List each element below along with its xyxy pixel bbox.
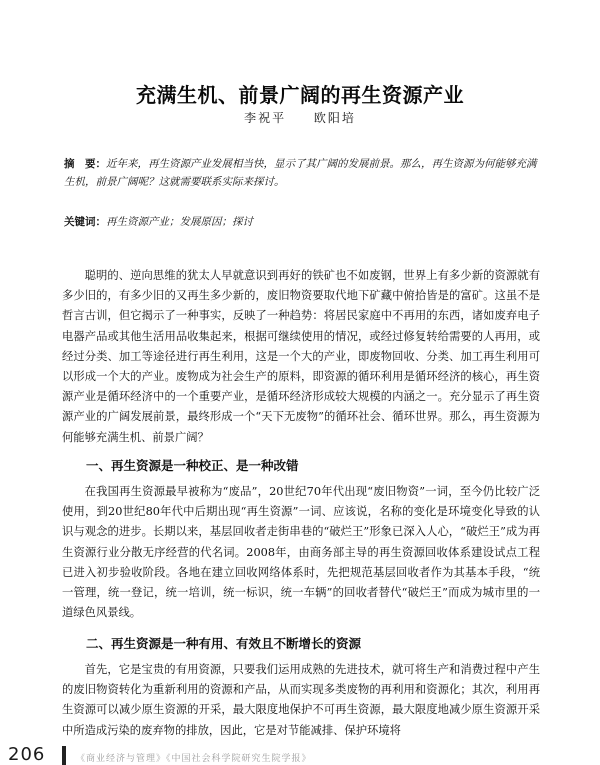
keywords-label: 关键词： (64, 216, 106, 228)
abstract-text: 近年来，再生资源产业发展相当快，显示了其广阔的发展前景。那么，再生资源为何能够充满生机，前景广阔呢？这就需要联系实际来探讨。 (64, 158, 537, 188)
page-number: 206 (8, 744, 46, 765)
section-2-paragraph: 首先，它是宝贵的有用资源，只要我们运用成熟的先进技术，就可将生产和消费过程中产生的废旧物资转化为重新利用的资源和产品，从而实现多类废物的再利用和资源化；其次，利用再生资源可以减少原生资源的开采，最大限度地保护不可再生资源，最大限度地减少原生资源开采中所造成污染的废弃物的排放，因此，它是对节能减排、保护环境将 (62, 663, 540, 737)
article-title: 充满生机、前景广阔的再生资源产业 (136, 83, 464, 108)
footer-running-text: 《商业经济与管理》《中国社会科学院研究生院学报》 (76, 754, 312, 764)
intro-paragraph: 聪明的、逆向思维的犹太人早就意识到再好的铁矿也不如废钢，世界上有多少新的资源就有多少旧的，有多少旧的又再生多少新的，废旧物资要取代地下矿藏中俯拾皆是的富矿。这虽不是哲言古训，但它揭示了一种事实，反映了一种趋势：将居民家庭中不再用的东西，诸如废弃电子电器产品或其他生活用品收集起来，根据可继续使用的情况，或经过修复转给需要的人再用，或经过分类、加工等途径进行再生利用，这是一个大的产业，即废物回收、分类、加工再生利用可以形成一个大的产业。废物成为社会生产的原料，即资源的循环利用是循环经济的核心，再生资源产业是循环经济中的一个重要产业，是循环经济形成较大规模的内涵之一。充分显示了再生资源产业的广阔发展前景，最终形成一个“天下无废物”的循环社会、循环世界。那么，再生资源为何能够充满生机、前景广阔？ (62, 269, 540, 444)
author-2: 欧阳培 (313, 111, 356, 125)
abstract-label: 摘 要： (64, 158, 106, 170)
section-heading-1: 一、再生资源是一种校正、是一种改错 (86, 458, 299, 473)
keywords-text: 再生资源产业；发展原因；探讨 (106, 216, 253, 228)
article-authors (0, 109, 600, 126)
abstract (64, 155, 538, 191)
footer-divider-bar (62, 746, 66, 765)
section-heading-2: 二、再生资源是一种有用、有效且不断增长的资源 (86, 636, 362, 651)
section-1-paragraph: 在我国再生资源最早被称为“废品”，20世纪70年代出现“废旧物资”一词，至今仍比较广泛使用，到20世纪80年代中后期出现“再生资源”一词、应该说，名称的变化是环境变化导致的认识与观念的进步。长期以来，基层回收者走街串巷的“破烂王”形象已深入人心，“破烂王”成为再生资源行业分散无序经营的代名词。2008年，由商务部主导的再生资源回收体系建设试点工程已进入初步验收阶段。各地在建立回收网络体系时，先把规范基层回收者作为其基本手段，“统一管理，统一登记，统一培训，统一标识，统一车辆”的回收者替代“破烂王”而成为城市里的一道绿色风景线。 (62, 485, 540, 620)
author-1: 李祝平 (244, 111, 287, 125)
keywords (64, 213, 538, 231)
page-footer (0, 744, 600, 765)
